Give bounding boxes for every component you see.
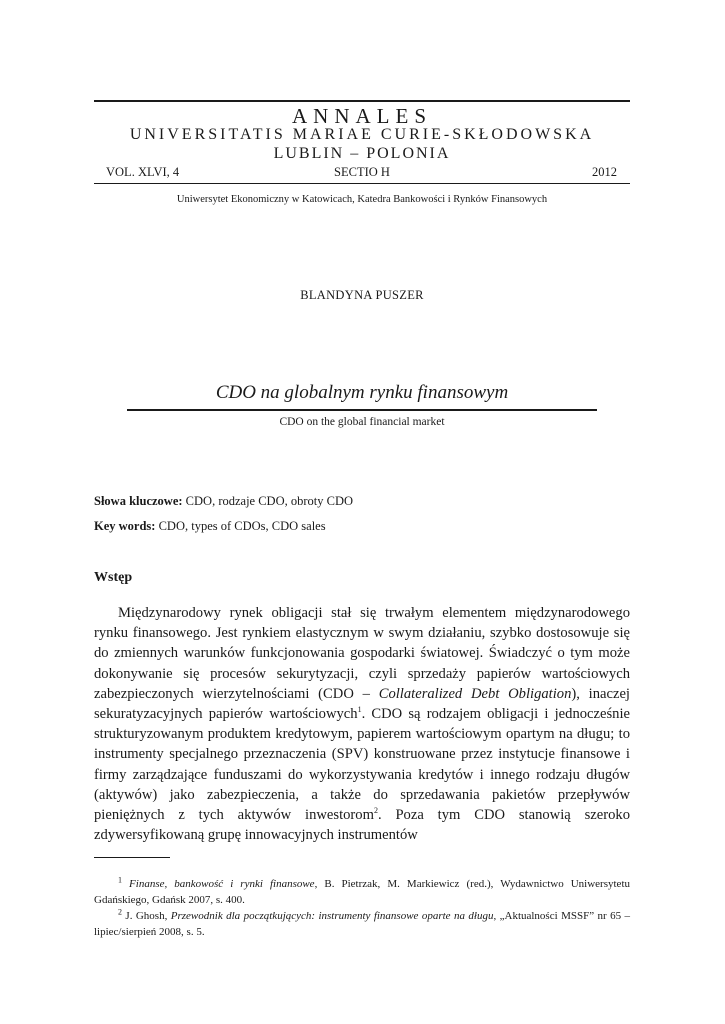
article-title-english: CDO on the global financial market bbox=[279, 416, 445, 428]
journal-section: SECTIO H bbox=[334, 165, 390, 179]
journal-city: LUBLIN – POLONIA bbox=[273, 145, 451, 162]
keywords-english bbox=[94, 518, 630, 534]
footnote-ref-2: 2 bbox=[373, 806, 378, 816]
journal-volume: VOL. XLVI, 4 bbox=[106, 165, 180, 179]
body-text bbox=[94, 603, 630, 845]
journal-title: ANNALES bbox=[292, 104, 432, 128]
affiliation: Uniwersytet Ekonomiczny w Katowicach, Katedra Bankowości i Rynków Finansowych bbox=[176, 194, 548, 205]
section-heading: Wstęp bbox=[94, 570, 133, 585]
footnote-ref-1: 1 bbox=[357, 705, 362, 715]
keywords-polish bbox=[94, 493, 630, 509]
footnote-1: $^1$ Finanse, bankowość i rynki finansowe, B. Pietrzak, M. Markiewicz (red.), Wydawnictwo Uniwersytetu Gdańskiego, Gdańsk 2007, s. 400. bbox=[94, 875, 630, 906]
keywords-polish-text: CDO, rodzaje CDO, obroty CDO bbox=[182, 494, 354, 508]
article-title: CDO na globalnym rynku finansowym bbox=[215, 382, 509, 403]
header-top-rule bbox=[94, 100, 630, 102]
title-rule bbox=[127, 409, 597, 411]
author-name: BLANDYNA PUSZER bbox=[300, 288, 424, 302]
footnote-number: 1 bbox=[118, 875, 122, 885]
journal-year: 2012 bbox=[592, 165, 617, 179]
keywords-polish-label: Słowa kluczowe: bbox=[94, 494, 183, 508]
footnote-number: 2 bbox=[118, 907, 122, 917]
header-bottom-rule bbox=[94, 183, 630, 184]
keywords-english-text: CDO, types of CDOs, CDO sales bbox=[155, 519, 326, 533]
footnote-2: $^2$ J. Ghosh, Przewodnik dla początkujących: instrumenty finansowe oparte na długu, „Aktualności MSSF” nr 65 – lipiec/sierpień 2008, s. 5. bbox=[94, 907, 630, 938]
footnote-rule bbox=[94, 857, 170, 858]
journal-university: UNIVERSITATIS MARIAE CURIE-SKŁODOWSKA bbox=[129, 126, 595, 143]
keywords-english-label: Key words: bbox=[94, 519, 156, 533]
body-paragraph: Międzynarodowy rynek obligacji stał się trwałym elementem międzynarodowego rynku finansowego. Jest rynkiem elastycznym w swym działaniu, szybko dostosowuje się do zmiennych warunków funkcjonowania gospodarki światowej. Świadczyć o tym może dokonywanie się procesów sekurytyzacji, czyli sprzedaży papierów wartościowych zabezpieczonych wierzytelnościami (CDO – Collateralized Debt Obligation), inaczej sekuratyzacyjnych papierów wartościowych$^1$. CDO są rodzajem obligacji i jednocześnie strukturyzowanym produktem kredytowym, papierem wartościowym opartym na długu; to instrumenty specjalnego przeznaczenia (SPV) konstruowane przez instytucje finansowe i firmy zarządzające funduszami do wykorzystywania kredytów i innego rodzaju długów (aktywów) jako zabezpieczenia, a także do sprzedawania pakietów przepływów pieniężnych z tych aktywów inwestorom$^2$. Poza tym CDO stanowią szeroko zdywersyfikowaną grupę innowacyjnych instrumentów bbox=[94, 605, 630, 844]
